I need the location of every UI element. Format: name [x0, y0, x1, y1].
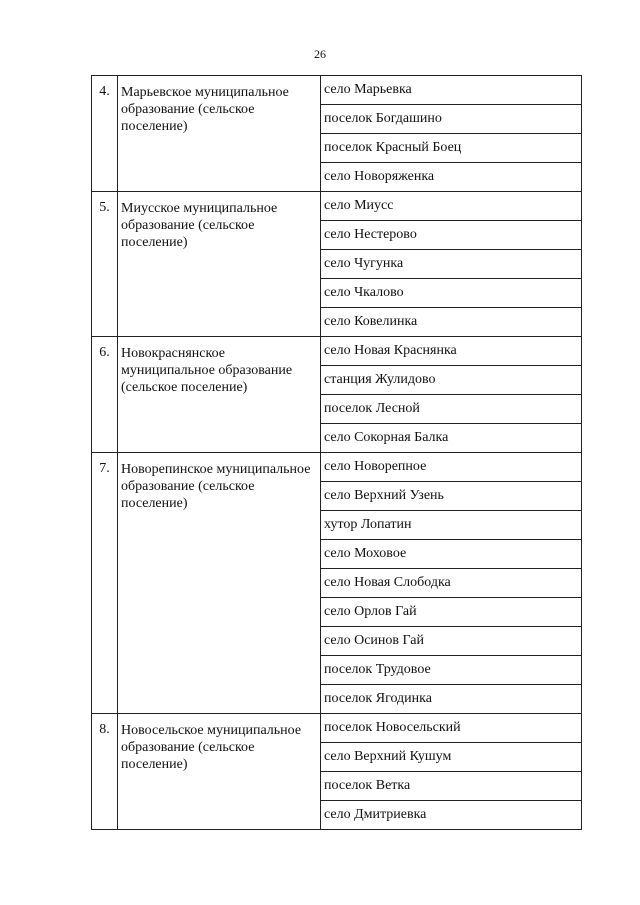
section-number: 7.	[92, 453, 118, 714]
settlement-name: поселок Ветка	[321, 772, 582, 801]
section-number: 4.	[92, 76, 118, 192]
settlement-name: село Новоряженка	[321, 163, 582, 192]
settlement-name: село Чкалово	[321, 279, 582, 308]
table-body	[92, 76, 582, 830]
settlement-name: поселок Богдашино	[321, 105, 582, 134]
table-row	[92, 714, 582, 743]
settlement-name: село Марьевка	[321, 76, 582, 105]
settlement-name: станция Жулидово	[321, 366, 582, 395]
municipality-name: Миусское муниципальное образование (сельское поселение)	[118, 192, 321, 337]
settlement-name: поселок Красный Боец	[321, 134, 582, 163]
settlement-name: село Дмитриевка	[321, 801, 582, 830]
section-number: 6.	[92, 337, 118, 453]
settlement-name: село Сокорная Балка	[321, 424, 582, 453]
table-row	[92, 337, 582, 366]
municipality-name: Новорепинское муниципальное образование (сельское поселение)	[118, 453, 321, 714]
settlement-name: село Верхний Узень	[321, 482, 582, 511]
settlement-name: село Моховое	[321, 540, 582, 569]
settlement-name: село Осинов Гай	[321, 627, 582, 656]
settlement-name: село Чугунка	[321, 250, 582, 279]
settlement-name: село Новорепное	[321, 453, 582, 482]
settlement-name: хутор Лопатин	[321, 511, 582, 540]
settlement-name: село Орлов Гай	[321, 598, 582, 627]
table-row	[92, 192, 582, 221]
settlement-name: поселок Трудовое	[321, 656, 582, 685]
settlement-name: поселок Лесной	[321, 395, 582, 424]
municipality-name: Новосельское муниципальное образование (сельское поселение)	[118, 714, 321, 830]
settlement-name: село Новая Слободка	[321, 569, 582, 598]
section-number: 8.	[92, 714, 118, 830]
settlement-name: село Нестерово	[321, 221, 582, 250]
section-number: 5.	[92, 192, 118, 337]
table-row	[92, 453, 582, 482]
municipality-name: Новокраснянское муниципальное образование (сельское поселение)	[118, 337, 321, 453]
municipal-settlements-table	[91, 75, 582, 830]
settlement-name: поселок Новосельский	[321, 714, 582, 743]
page-number: 26	[314, 47, 326, 61]
settlement-name: поселок Ягодинка	[321, 685, 582, 714]
table-row	[92, 76, 582, 105]
settlement-name: село Ковелинка	[321, 308, 582, 337]
municipality-name: Марьевское муниципальное образование (сельское поселение)	[118, 76, 321, 192]
settlement-name: село Новая Краснянка	[321, 337, 582, 366]
settlement-name: село Миусс	[321, 192, 582, 221]
settlement-name: село Верхний Кушум	[321, 743, 582, 772]
